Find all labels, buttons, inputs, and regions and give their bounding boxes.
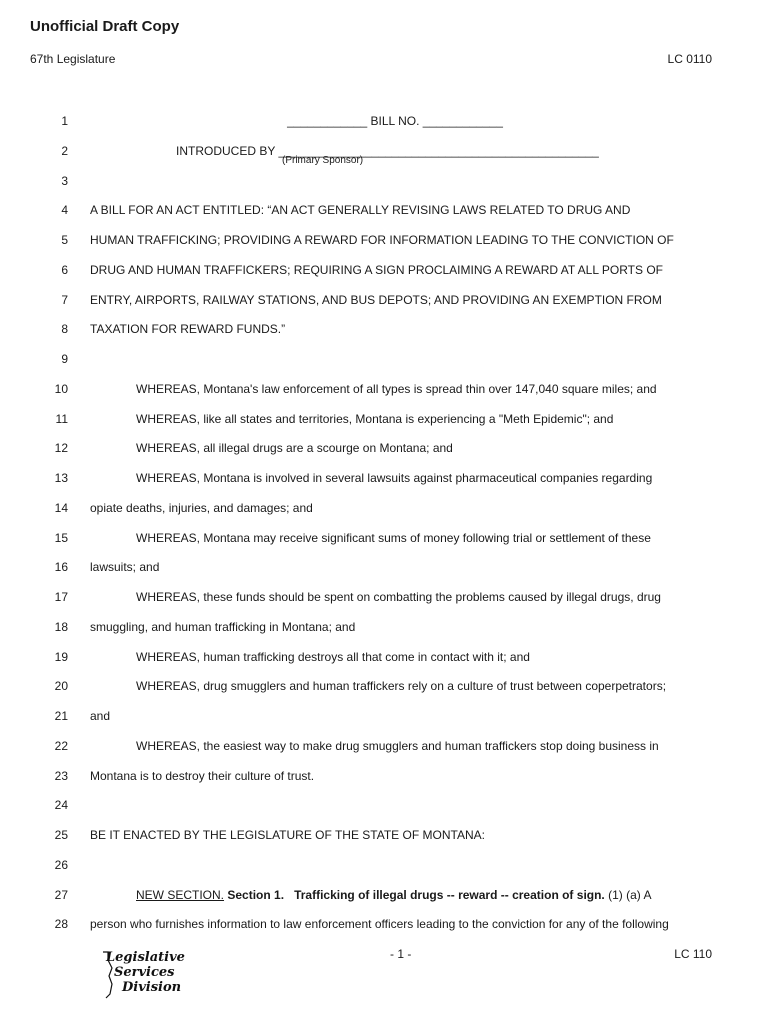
- line-number: 23: [54, 768, 68, 783]
- line-number: 16: [54, 560, 68, 575]
- bill-line: [0, 888, 770, 908]
- line-number: 27: [54, 887, 68, 902]
- bill-line: [0, 531, 770, 551]
- section-text: (1) (a) A: [604, 887, 652, 902]
- bill-line: [0, 233, 770, 253]
- bill-line: [0, 174, 770, 194]
- line-text: WHEREAS, the easiest way to make drug smugglers and human traffickers stop doing business in: [136, 738, 659, 753]
- line-number: 22: [54, 738, 68, 753]
- line-number: 26: [54, 857, 68, 872]
- bill-line: [0, 679, 770, 699]
- line-number: 24: [54, 798, 68, 813]
- line-number: 28: [54, 917, 68, 932]
- bill-line: [0, 263, 770, 283]
- bill-line: [0, 203, 770, 223]
- introduced-by: INTRODUCED BY ________________________________________________: [176, 143, 599, 158]
- line-text: HUMAN TRAFFICKING; PROVIDING A REWARD FOR INFORMATION LEADING TO THE CONVICTION OF: [90, 233, 674, 247]
- bill-line: [0, 590, 770, 610]
- line-text: opiate deaths, injuries, and damages; and: [90, 500, 313, 515]
- line-text: WHEREAS, human trafficking destroys all that come in contact with it; and: [136, 649, 530, 664]
- line-number: 2: [61, 143, 68, 158]
- bill-line: [0, 322, 770, 342]
- line-text: WHEREAS, Montana is involved in several lawsuits against pharmaceutical companies regarding: [136, 471, 653, 485]
- lc-number: LC 0110: [667, 52, 712, 66]
- line-number: 14: [54, 500, 68, 515]
- bill-line: [0, 798, 770, 818]
- line-number: 4: [61, 203, 68, 218]
- line-text: WHEREAS, like all states and territories, Montana is experiencing a "Meth Epidemic"; and: [136, 411, 614, 426]
- bill-line: [0, 412, 770, 432]
- footer-lc-number: LC 110: [674, 947, 712, 961]
- sponsor-label: (Primary Sponsor): [282, 155, 364, 166]
- bill-line: [0, 917, 770, 937]
- line-text: DRUG AND HUMAN TRAFFICKERS; REQUIRING A SIGN PROCLAIMING A REWARD AT ALL PORTS OF: [90, 262, 663, 277]
- line-number: 17: [54, 590, 68, 604]
- bill-number: ____________ BILL NO. ____________: [287, 114, 503, 128]
- logo-line: Services: [114, 965, 175, 980]
- line-number: 10: [54, 381, 68, 396]
- bill-line: [0, 441, 770, 461]
- line-text: smuggling, and human trafficking in Montana; and: [90, 619, 356, 634]
- line-number: 19: [54, 649, 68, 664]
- line-number: 18: [54, 619, 68, 634]
- section-heading: [136, 888, 651, 902]
- bill-line: [0, 620, 770, 640]
- bill-line: [0, 709, 770, 729]
- line-text: WHEREAS, Montana's law enforcement of all types is spread thin over 147,040 square miles; and: [136, 381, 657, 396]
- line-number: 7: [61, 292, 68, 307]
- line-text: and: [90, 709, 111, 723]
- line-number: 3: [61, 173, 68, 188]
- line-number: 5: [61, 233, 68, 247]
- bill-line: [0, 114, 770, 134]
- bill-line: [0, 471, 770, 491]
- line-number: 15: [54, 530, 68, 545]
- section-title: Trafficking of illegal drugs -- reward -- creation of sign.: [294, 887, 605, 902]
- line-text: TAXATION FOR REWARD FUNDS.”: [90, 322, 286, 337]
- line-number: 12: [54, 441, 68, 456]
- line-number: 13: [54, 471, 68, 485]
- line-text: lawsuits; and: [90, 560, 160, 575]
- line-text: ENTRY, AIRPORTS, RAILWAY STATIONS, AND BUS DEPOTS; AND PROVIDING AN EXEMPTION FROM: [90, 292, 662, 307]
- header-title: Unofficial Draft Copy: [30, 18, 180, 35]
- montana-outline-icon: [100, 950, 192, 1000]
- line-text: person who furnishes information to law enforcement officers leading to the conviction for any of the following: [90, 917, 669, 932]
- bill-line: [0, 560, 770, 580]
- section-number: Section 1.: [224, 887, 285, 902]
- line-number: 1: [61, 114, 68, 128]
- line-number: 11: [55, 411, 68, 426]
- legislature-label: 67th Legislature: [30, 52, 116, 66]
- line-text: WHEREAS, Montana may receive significant sums of money following trial or settlement of these: [136, 530, 651, 545]
- line-number: 21: [54, 709, 68, 723]
- logo-line: Division: [122, 980, 182, 995]
- logo-line: Legislative: [106, 950, 185, 965]
- bill-line: [0, 858, 770, 878]
- bill-line: [0, 828, 770, 848]
- bill-line: [0, 501, 770, 521]
- bill-line: [0, 382, 770, 402]
- line-text: WHEREAS, drug smugglers and human traffickers rely on a culture of trust between coperpetrators;: [136, 679, 667, 694]
- bill-line: [0, 293, 770, 313]
- line-text: Montana is to destroy their culture of trust.: [90, 768, 315, 783]
- bill-line: [0, 739, 770, 759]
- bill-line: [0, 769, 770, 789]
- line-text: BE IT ENACTED BY THE LEGISLATURE OF THE STATE OF MONTANA:: [90, 828, 485, 842]
- footer-page-number: - 1 -: [390, 947, 412, 961]
- line-number: 8: [61, 322, 68, 337]
- new-section-label: NEW SECTION.: [136, 887, 225, 902]
- line-number: 9: [61, 352, 68, 366]
- line-text: WHEREAS, these funds should be spent on combatting the problems caused by illegal drugs, drug: [136, 590, 661, 604]
- bill-line: [0, 352, 770, 372]
- line-number: 25: [54, 828, 68, 842]
- line-number: 20: [54, 679, 68, 694]
- legislative-services-logo: [100, 950, 192, 1000]
- line-number: 6: [61, 262, 68, 277]
- bill-line: [0, 144, 770, 164]
- line-text: WHEREAS, all illegal drugs are a scourge on Montana; and: [136, 441, 453, 456]
- line-text: A BILL FOR AN ACT ENTITLED: “AN ACT GENERALLY REVISING LAWS RELATED TO DRUG AND: [90, 203, 631, 218]
- bill-line: [0, 650, 770, 670]
